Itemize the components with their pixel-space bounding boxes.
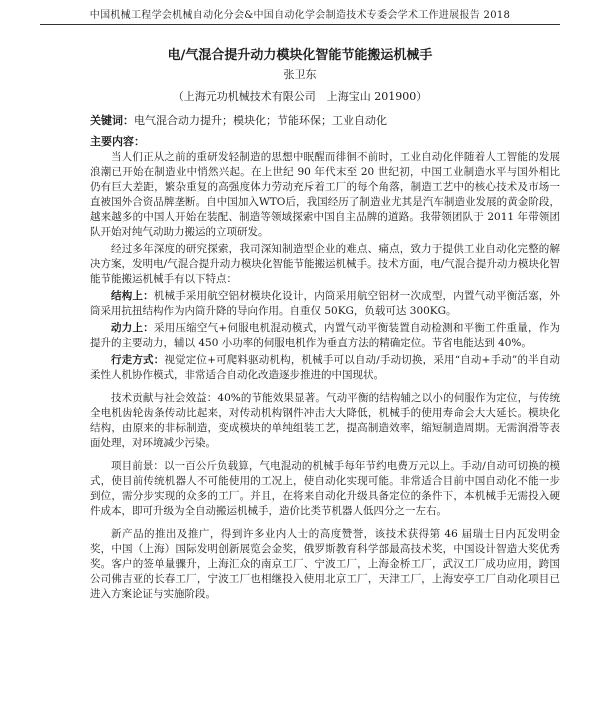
paragraph-lead: 结构上： bbox=[111, 290, 154, 302]
paragraph bbox=[90, 353, 560, 383]
affiliation: （上海元功机械技术有限公司 上海宝山 201900） bbox=[172, 90, 428, 103]
paragraph-text: 采用压缩空气+伺服电机混动模式，内置气动平衡装置自动检测和平衡工件重量，作为提升的主要动力，辅以 450 小功率的伺服电机作为垂直方法的精确定位。节省电能达到 40%。 bbox=[90, 322, 561, 349]
running-header: 中国机械工程学会机械自动化分会&中国自动化学会制造技术专委会学术工作进展报告 2018 bbox=[40, 6, 560, 25]
paragraph: 项目前景：以一百公斤负载算，气电混动的机械手每年节约电费万元以上。手动/自动可切换的模式，使目前传统机器人不可能使用的工况上，使自动化实现可能。非常适合目前中国自动化不能一步到位，需分步实现的众多的工厂。并且，在将来自动化升级具备定位的条件下，本机械手无需投入硬件成本，即可升级为全自动搬运机械手，造价比类节机器人低四分之一左右。 bbox=[90, 460, 560, 517]
section-title: 主要内容： bbox=[90, 135, 145, 148]
paragraph: 新产品的推出及推广，得到许多业内人士的高度赞誉，该技术获得第 46 届瑞士日内瓦发明金奖，中国（上海）国际发明创新展览会金奖，俄罗斯教育科学部最高技术奖，中国设计智造大奖优秀奖。客户的签单量骤升，上海汇众的南京工厂、宁波工厂，上海金桥工厂，武汉工厂成功应用，跨国公司佛吉亚的长春工厂，宁波工厂也相继投入使用北京工厂，天津工厂，上海安亭工厂自动化项目已进入方案论证与实施阶段。 bbox=[90, 528, 560, 600]
paragraph: 当人们正从之前的重研发轻制造的思想中眠醒而徘徊不前时，工业自动化伴随着人工智能的发展浪潮已开始在制造业中悄然兴起。在上世纪 90 年代末至 20 世纪初，中国工业制造水平与国外相比仍有巨大差距，繁杂重复的高强度体力劳动充斥着工厂的每个角落，制造工艺中的核心技术及市场一直被国外合资品牌垄断。自中国加入WTO后，我国经历了制造业尤其是汽车制造业发展的黄金阶段，越来越多的中国人开始在装配、制造等领域探索中国自主品牌的道路。我带领团队于 2011 年带领团队开始对纯气动助力搬运的立项研发。 bbox=[90, 151, 560, 238]
paragraph: 经过多年深度的研究探索，我司深知制造型企业的难点、痛点，致力于提供工业自动化完整的解决方案，发明电/气混合提升动力模块化智能节能搬运机械手。技术方面，电/气混合提升动力模块化智能节能搬运机械手有以下特点： bbox=[90, 243, 560, 285]
paragraph bbox=[90, 321, 560, 351]
paragraph-text: 视觉定位+可爬料驱动机构，机械手可以自动/手动切换，采用“自动+手动”的半自动柔性人机协作模式，非常适合自动化改造逐步推进的中国现状。 bbox=[90, 354, 560, 381]
paragraph-text: 机械手采用航空铝材模块化设计，内筒采用航空铝材一次成型，内置气动平衡活塞，外筒采用抗扭结构作为内筒升降的导向作用。自重仅 50KG，负载可达 300KG。 bbox=[90, 290, 560, 317]
keywords bbox=[90, 112, 560, 128]
paragraph-lead: 行走方式： bbox=[111, 354, 165, 366]
keywords-text: 电气混合动力提升；模块化；节能环保；工业自动化 bbox=[134, 114, 387, 127]
paragraph-lead: 动力上： bbox=[111, 322, 154, 334]
paragraph bbox=[90, 289, 560, 319]
paragraph: 技术贡献与社会效益：40%的节能效果显著。气动平衡的结构辅之以小的伺服作为定位，与传统全电机齿轮齿条传动比起来，对传动机构钢件冲击大大降低，机械手的使用寿命会大大延长。模块化结构，由原来的非标制造，变成模块的单纯组装工艺，提高制造效率，缩短制造周期。无需润滑等表面处理，对环境减少污染。 bbox=[90, 392, 560, 449]
keywords-label: 关键词： bbox=[90, 114, 134, 127]
paper-title: 电/气混合提升动力模块化智能节能搬运机械手 bbox=[167, 48, 433, 63]
body-text bbox=[90, 150, 560, 604]
author: 张卫东 bbox=[283, 68, 317, 81]
